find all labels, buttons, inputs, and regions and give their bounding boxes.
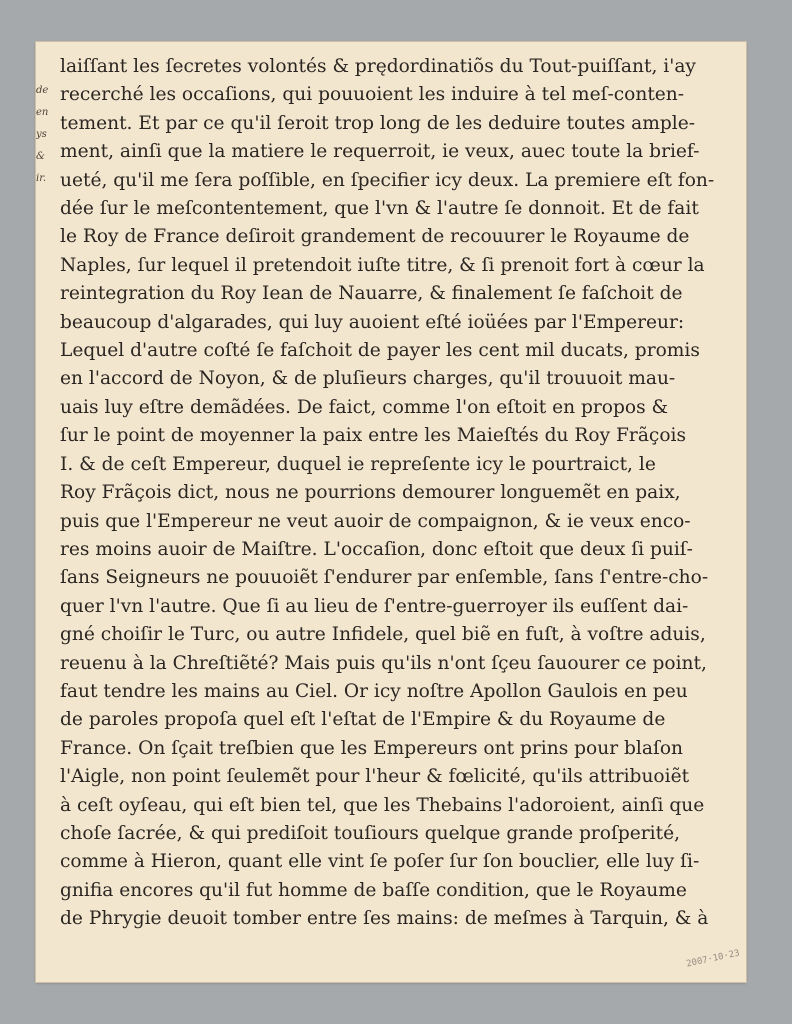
text-line: le Roy de France deſiroit grandement de recouurer le Royaume de bbox=[60, 226, 690, 248]
text-line: ſur le point de moyenner la paix entre les Maieſtés du Roy Frãçois bbox=[60, 425, 687, 447]
margin-note: & bbox=[36, 151, 45, 162]
text-line: en l'accord de Noyon, & de pluſieurs charges, qu'il trouuoit mau- bbox=[60, 368, 676, 390]
margin-note: ir. bbox=[36, 173, 47, 184]
text-line: uais luy eſtre demãdées. De faict, comme l'on eſtoit en propos & bbox=[60, 396, 669, 418]
text-line: faut tendre les mains au Ciel. Or icy noſtre Apollon Gaulois en peu bbox=[60, 680, 688, 702]
text-line: l'Aigle, non point ſeulemẽt pour l'heur & fœlicité, qu'ils attribuoiẽt bbox=[60, 766, 690, 788]
text-line: reuenu à la Chreſtiẽté? Mais puis qu'ils n'ont ſçeu ſauourer ce point, bbox=[60, 652, 707, 674]
text-line: gné choiſir le Turc, ou autre Infidele, quel biẽ en fuſt, à voſtre aduis, bbox=[60, 624, 706, 646]
text-line: ueté, qu'il me ſera poſſible, en ſpecifier icy deux. La premiere eſt fon- bbox=[60, 169, 715, 191]
text-line: reintegration du Roy Iean de Nauarre, & finalement ſe faſchoit de bbox=[60, 283, 683, 305]
text-line: Roy Frãçois dict, nous ne pourrions demourer longuemẽt en paix, bbox=[60, 482, 681, 504]
text-line: tement. Et par ce qu'il ſeroit trop long de les deduire toutes ample- bbox=[60, 112, 696, 134]
margin-note: en bbox=[36, 107, 49, 118]
text-line: quer l'vn l'autre. Que ſi au lieu de ſ'entre-guerroyer ils euſſent dai- bbox=[60, 595, 689, 617]
text-line: de Phrygie deuoit tomber entre ſes mains: de meſmes à Tarquin, & à bbox=[60, 908, 709, 930]
text-line: dée ſur le meſcontentement, que l'vn & l'autre ſe donnoit. Et de fait bbox=[60, 198, 699, 220]
text-line: recerché les occaſions, qui pouuoient les induire à tel meſ-conten- bbox=[60, 84, 685, 106]
text-line: ment, ainſi que la matiere le requerroit, ie veux, auec toute la brief- bbox=[60, 141, 700, 163]
text-line: beaucoup d'algarades, qui luy auoient eſté ioüées par l'Empereur: bbox=[60, 311, 685, 333]
text-line: Naples, ſur lequel il pretendoit iuſte titre, & ſi prenoit fort à cœur la bbox=[60, 254, 705, 276]
text-line: choſe ſacrée, & qui prediſoit touſiours quelque grande proſperité, bbox=[60, 822, 680, 844]
accession-stamp: 2007·10·23 bbox=[685, 948, 741, 970]
text-line: laiſſant les ſecretes volontés & prędordinatiõs du Tout-puiſſant, i'ay bbox=[60, 56, 696, 77]
text-line: puis que l'Empereur ne veut auoir de compaignon, & ie veux enco- bbox=[60, 510, 691, 532]
document-page bbox=[36, 42, 746, 982]
margin-note: de bbox=[36, 85, 49, 96]
body-text bbox=[60, 53, 744, 934]
text-line: gnifia encores qu'il fut homme de baſſe condition, que le Royaume bbox=[60, 879, 687, 901]
text-line: à ceſt oyſeau, qui eſt bien tel, que les Thebains l'adoroient, ainſi que bbox=[60, 794, 705, 816]
text-line: de paroles propoſa quel eſt l'eſtat de l'Empire & du Royaume de bbox=[60, 709, 666, 731]
text-line: I. & de ceſt Empereur, duquel ie repreſente icy le pourtraict, le bbox=[60, 453, 656, 475]
text-line: ſans Seigneurs ne pouuoiẽt ſ'endurer par enſemble, ſans ſ'entre-cho- bbox=[60, 567, 709, 589]
text-line: comme à Hieron, quant elle vint ſe poſer ſur ſon bouclier, elle luy ſi- bbox=[60, 851, 700, 873]
margin-note: ys bbox=[36, 129, 47, 140]
text-line: res moins auoir de Maiſtre. L'occaſion, donc eſtoit que deux ſi puiſ- bbox=[60, 538, 693, 560]
text-line: Lequel d'autre coſté ſe faſchoit de payer les cent mil ducats, promis bbox=[60, 340, 700, 362]
text-line: France. On ſçait treſbien que les Empereurs ont prins pour blaſon bbox=[60, 737, 683, 759]
margin-notes bbox=[36, 80, 62, 190]
